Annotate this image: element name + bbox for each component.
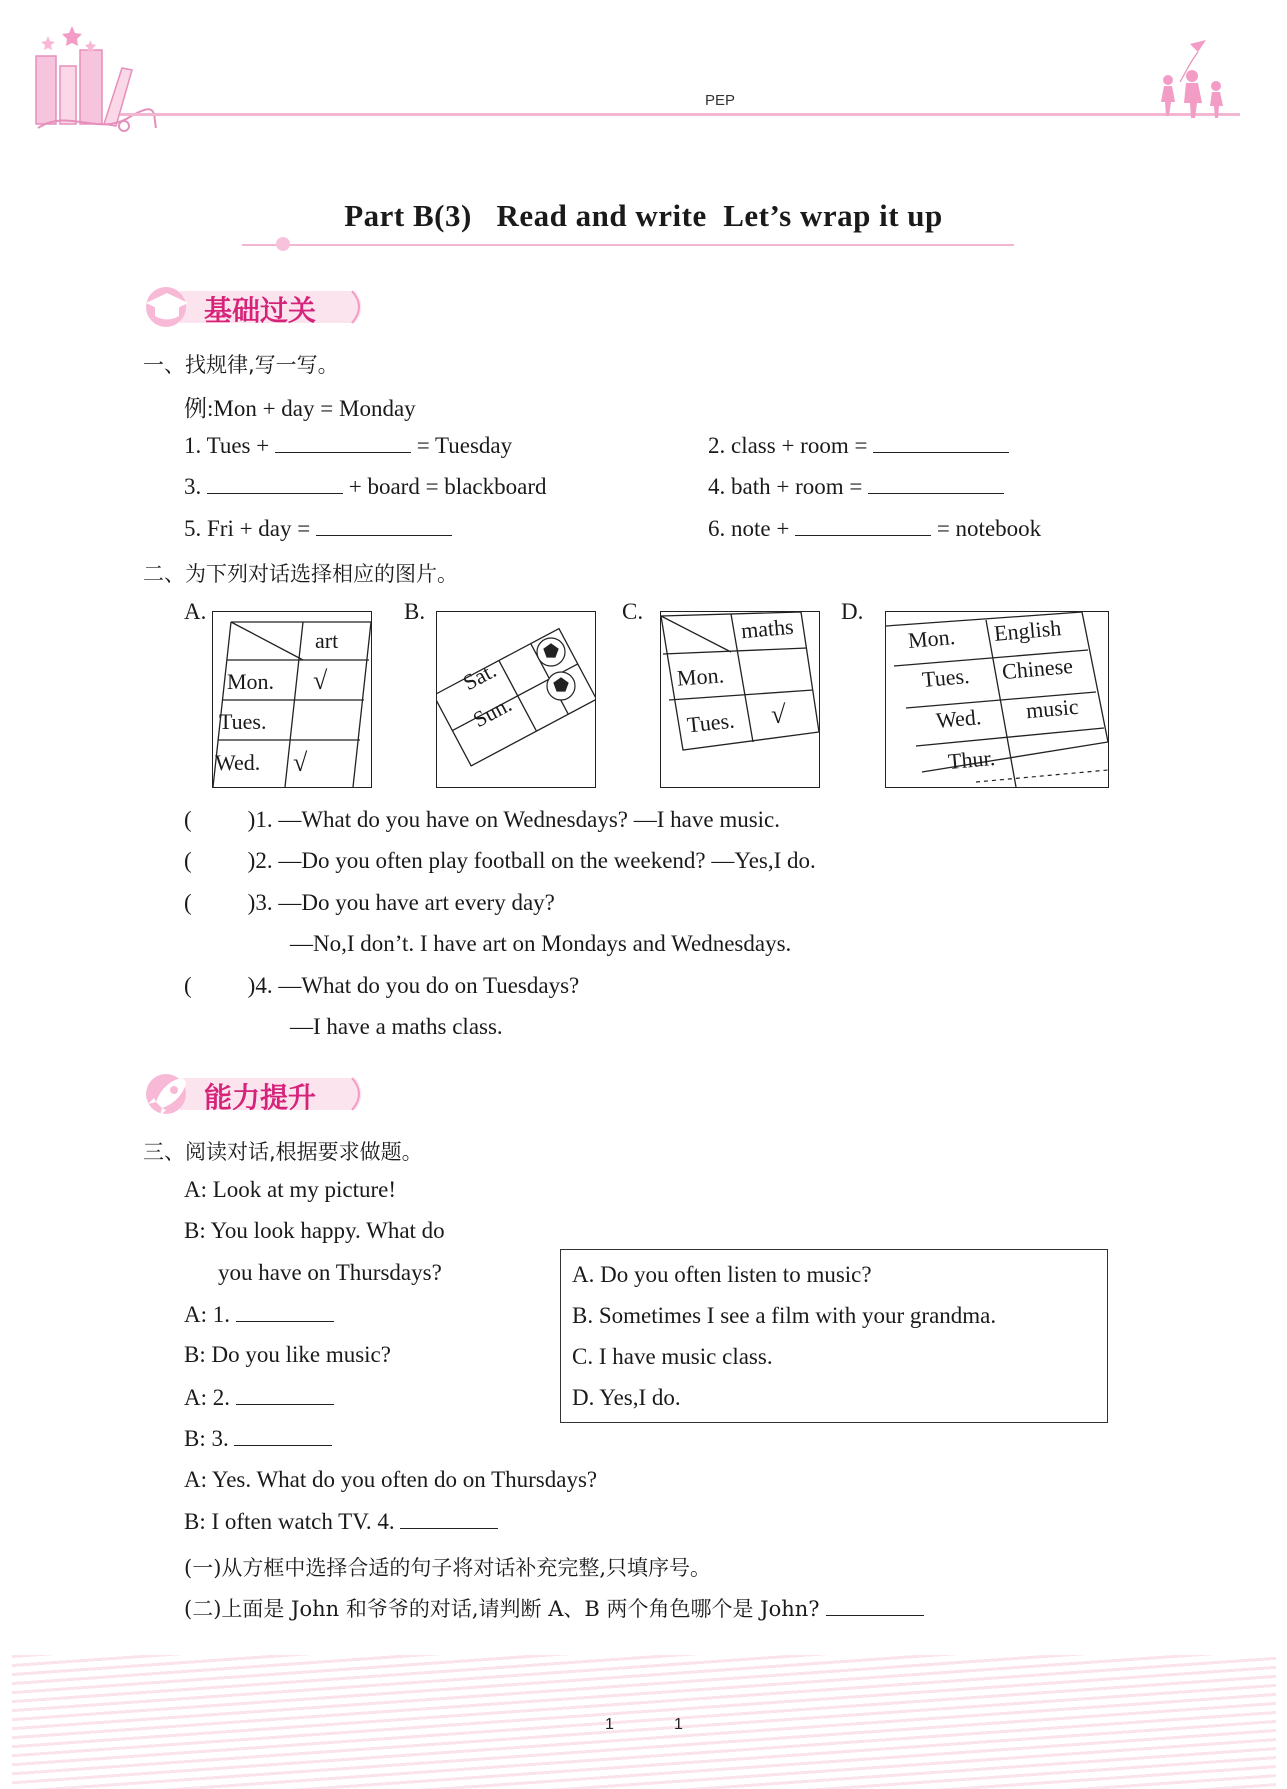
option-a: A. Do you often listen to music? bbox=[572, 1262, 872, 1287]
dialogue-line-1: A: Look at my picture! bbox=[184, 1177, 397, 1202]
q1-blank-4[interactable] bbox=[868, 473, 1004, 494]
dialogue-blank-1[interactable] bbox=[236, 1301, 334, 1322]
option-d: D. Yes,I do. bbox=[572, 1385, 681, 1410]
dialogue-line-2-cont: you have on Thursdays? bbox=[218, 1260, 442, 1285]
q1-item-4: 4. bath + room = bbox=[708, 473, 1004, 500]
option-b: B. Sometimes I see a film with your grandma. bbox=[572, 1303, 997, 1328]
q1-blank-6[interactable] bbox=[795, 515, 931, 536]
page-number-right: 1 bbox=[674, 1716, 683, 1733]
footer-stripes bbox=[12, 1655, 1276, 1789]
picture-a-header-art: art bbox=[315, 628, 339, 653]
rocket-icon bbox=[146, 1074, 190, 1114]
picture-a-timetable[interactable] bbox=[212, 611, 372, 788]
dialogue-blank-2[interactable] bbox=[236, 1384, 334, 1405]
dialogue-line-2: B: You look happy. What do bbox=[184, 1218, 445, 1243]
picture-d-timetable[interactable] bbox=[885, 611, 1109, 788]
picture-b-grid bbox=[437, 612, 595, 787]
q2-item-1: ( )1. —What do you have on Wednesdays? —I have music. bbox=[184, 807, 781, 832]
dialogue-line-7: A: Yes. What do you often do on Thursdays? bbox=[184, 1467, 598, 1492]
picture-b-row-sun: Sun. bbox=[468, 691, 516, 733]
q1-example-text: 例:Mon + day = Monday bbox=[184, 396, 416, 421]
q2-item-2: ( )2. —Do you often play football on the weekend? —Yes,I do. bbox=[184, 848, 816, 873]
page-title: Part B(3) Read and write Let’s wrap it up bbox=[344, 198, 943, 233]
q1-item-1: 1. Tues + = Tuesday bbox=[184, 433, 513, 458]
dialogue-line-6: B: 3. bbox=[184, 1425, 332, 1452]
q2-item-4: ( )4. —What do you do on Tuesdays? bbox=[184, 973, 580, 998]
q3-task-1: (一)从方框中选择合适的句子将对话补充完整,只填序号。 bbox=[184, 1556, 712, 1580]
dialogue-blank-4[interactable] bbox=[400, 1508, 498, 1529]
options-box bbox=[560, 1249, 1108, 1423]
picture-d-subject-chinese: Chinese bbox=[1001, 652, 1074, 685]
section-title-basic: 基础过关 bbox=[204, 294, 317, 327]
q2-item-3: ( )3. —Do you have art every day? bbox=[184, 890, 555, 915]
page-number-left: 1 bbox=[605, 1716, 614, 1733]
q1-blank-1[interactable] bbox=[275, 432, 411, 453]
picture-a-check-wed: √ bbox=[293, 748, 308, 777]
option-c: C. I have music class. bbox=[572, 1344, 773, 1369]
picture-a-row-tues: Tues. bbox=[219, 709, 267, 734]
picture-a-row-wed: Wed. bbox=[215, 750, 261, 775]
header-book-decoration bbox=[28, 18, 158, 136]
picture-label-d: D. bbox=[841, 599, 864, 624]
graduation-cap-icon bbox=[144, 289, 190, 325]
picture-label-c: C. bbox=[622, 599, 644, 624]
picture-c-row-tues: Tues. bbox=[685, 707, 736, 738]
q1-heading: 一、找规律,写一写。 bbox=[143, 353, 339, 377]
q1-blank-2[interactable] bbox=[873, 432, 1009, 453]
q1-item-2: 2. class + room = bbox=[708, 432, 1009, 459]
q1-item-5: 5. Fri + day = bbox=[184, 515, 452, 542]
picture-c-header-maths: maths bbox=[739, 613, 795, 644]
q3-task-2-blank[interactable] bbox=[826, 1595, 924, 1616]
picture-d-day-tues: Tues. bbox=[920, 662, 971, 693]
picture-a-check-mon: √ bbox=[313, 666, 328, 695]
picture-c-grid bbox=[661, 612, 819, 787]
dialogue-line-3: A: 1. bbox=[184, 1301, 334, 1328]
q1-blank-5[interactable] bbox=[316, 515, 452, 536]
picture-label-b: B. bbox=[404, 599, 426, 624]
football-icon bbox=[537, 638, 565, 666]
q1-blank-3[interactable] bbox=[207, 473, 343, 494]
q1-example bbox=[184, 390, 416, 423]
title-underline bbox=[242, 244, 1014, 246]
q2-heading: 二、为下列对话选择相应的图片。 bbox=[143, 562, 458, 586]
dialogue-blank-3[interactable] bbox=[234, 1425, 332, 1446]
dialogue-line-4: B: Do you like music? bbox=[184, 1342, 391, 1367]
dialogue-line-5: A: 2. bbox=[184, 1384, 334, 1411]
q2-item-3-reply: —No,I don’t. I have art on Mondays and Wednesdays. bbox=[290, 931, 792, 956]
picture-a-row-mon: Mon. bbox=[227, 669, 275, 694]
header-children-kite-decoration bbox=[1150, 38, 1242, 120]
picture-b-row-sat: Sat. bbox=[458, 657, 501, 696]
picture-d-day-wed: Wed. bbox=[934, 704, 983, 733]
header-label: PEP bbox=[705, 92, 736, 109]
picture-c-timetable[interactable] bbox=[660, 611, 820, 788]
picture-b-timetable[interactable] bbox=[436, 611, 596, 788]
title-underline-dot bbox=[276, 237, 290, 251]
dialogue-line-8: B: I often watch TV. 4. bbox=[184, 1508, 498, 1535]
section-title-advanced: 能力提升 bbox=[204, 1081, 317, 1114]
picture-d-day-mon: Mon. bbox=[906, 623, 957, 654]
header-rule bbox=[120, 113, 1240, 116]
q2-item-4-reply: —I have a maths class. bbox=[290, 1014, 503, 1039]
picture-label-a: A. bbox=[184, 599, 207, 624]
q1-item-3: 3. + board = blackboard bbox=[184, 474, 547, 499]
picture-c-row-mon: Mon. bbox=[676, 662, 725, 691]
picture-d-subject-english: English bbox=[992, 615, 1063, 646]
q3-task-2: (二)上面是 John 和爷爷的对话,请判断 A、B 两个角色哪个是 John? bbox=[184, 1593, 924, 1623]
picture-c-check-tues: √ bbox=[771, 700, 786, 729]
football-icon-2 bbox=[547, 672, 575, 700]
picture-d-day-thur: Thur. bbox=[946, 744, 997, 775]
q1-item-6: 6. note + = notebook bbox=[708, 516, 1042, 541]
q3-heading: 三、阅读对话,根据要求做题。 bbox=[143, 1140, 423, 1164]
picture-d-subject-music: music bbox=[1024, 693, 1080, 724]
